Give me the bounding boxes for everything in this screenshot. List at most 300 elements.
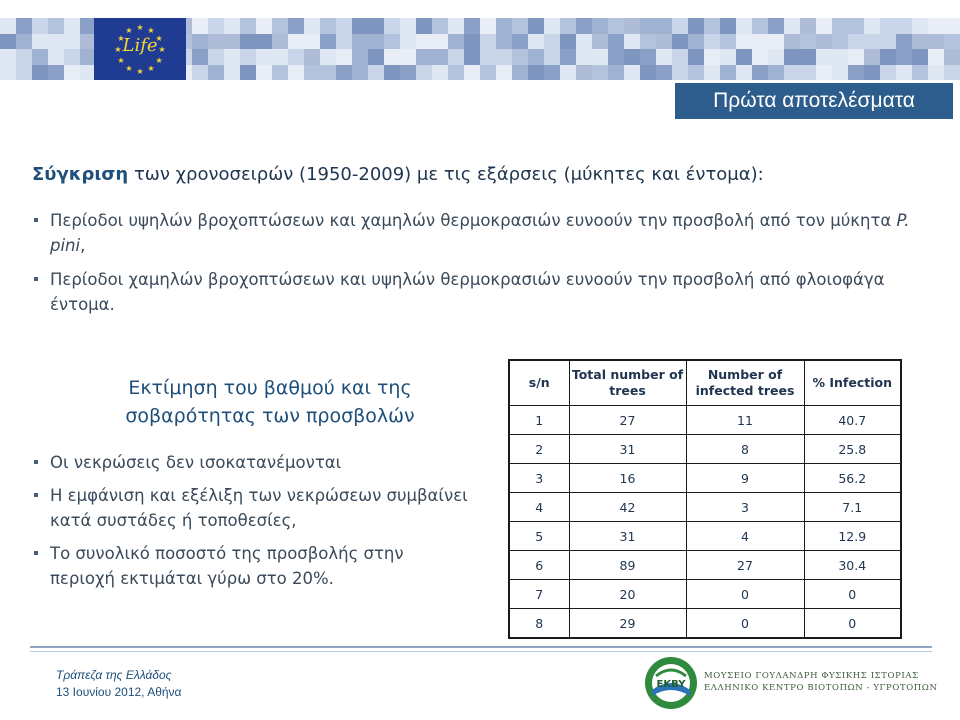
table-cell: 30.4	[804, 551, 901, 580]
list-item	[32, 208, 922, 258]
mosaic-tile	[656, 34, 672, 50]
column-header: % Infection	[804, 360, 901, 406]
mosaic-tile	[752, 18, 768, 34]
mosaic-tile	[768, 65, 784, 81]
mosaic-tile	[864, 49, 880, 65]
table-cell: 42	[569, 493, 686, 522]
mosaic-tile	[656, 49, 672, 65]
mosaic-tile	[208, 18, 224, 34]
mosaic-tile	[192, 49, 208, 65]
mosaic-tile	[272, 65, 288, 81]
list-item: Οι νεκρώσεις δεν ισοκατανέμονται	[32, 450, 472, 475]
mosaic-tile	[560, 65, 576, 81]
mosaic-tile	[336, 65, 352, 81]
mosaic-tile	[592, 18, 608, 34]
mosaic-tile	[416, 34, 432, 50]
mosaic-tile	[528, 49, 544, 65]
mosaic-tile	[656, 18, 672, 34]
eu-star-icon: ★	[125, 64, 133, 74]
table-header-row	[509, 360, 901, 406]
mosaic-tile	[736, 18, 752, 34]
mosaic-tile	[832, 49, 848, 65]
mosaic-tile	[256, 49, 272, 65]
mosaic-tile	[944, 65, 960, 81]
table-cell: 3	[509, 464, 569, 493]
mosaic-tile	[576, 65, 592, 81]
mosaic-tile	[240, 34, 256, 50]
mosaic-tile	[704, 34, 720, 50]
table-cell: 4	[509, 493, 569, 522]
mosaic-tile	[544, 49, 560, 65]
mosaic-tile	[240, 65, 256, 81]
mosaic-tile	[0, 18, 16, 34]
mosaic-tile	[640, 18, 656, 34]
table-row	[509, 406, 901, 435]
mosaic-tile	[384, 65, 400, 81]
mosaic-tile	[816, 65, 832, 81]
mosaic-tile	[592, 34, 608, 50]
table-cell: 1	[509, 406, 569, 435]
mosaic-tile	[736, 34, 752, 50]
mosaic-tile	[592, 65, 608, 81]
mosaic-tile	[560, 34, 576, 50]
mosaic-tile	[928, 65, 944, 81]
mosaic-tile	[464, 34, 480, 50]
table-cell: 6	[509, 551, 569, 580]
mosaic-tile	[896, 18, 912, 34]
species-name: P. pini	[50, 211, 910, 255]
comparison-heading-rest: των χρονοσειρών (1950-2009) με τις εξάρσεις (μύκητες και έντομα):	[128, 164, 764, 185]
mosaic-tile	[800, 49, 816, 65]
mosaic-tile	[544, 65, 560, 81]
mosaic-tile	[704, 65, 720, 81]
table-cell: 11	[686, 406, 804, 435]
table-row	[509, 522, 901, 551]
mosaic-tile	[576, 49, 592, 65]
mosaic-tile	[224, 18, 240, 34]
mosaic-tile	[272, 49, 288, 65]
mosaic-tile	[48, 65, 64, 81]
table-cell: 20	[569, 580, 686, 609]
mosaic-tile	[432, 49, 448, 65]
section-title-banner: Πρώτα αποτελέσματα	[675, 83, 953, 119]
mosaic-tile	[400, 49, 416, 65]
mosaic-tile	[800, 65, 816, 81]
mosaic-tile	[784, 49, 800, 65]
mosaic-tile	[688, 18, 704, 34]
mosaic-tile	[32, 65, 48, 81]
mosaic-tile	[48, 49, 64, 65]
column-header: Number of infected trees	[686, 360, 804, 406]
mosaic-tile	[272, 34, 288, 50]
footer-divider	[30, 646, 932, 648]
mosaic-tile	[464, 49, 480, 65]
assessment-title-line: Εκτίμηση του βαθμού και της	[128, 377, 412, 399]
table-cell: 31	[569, 435, 686, 464]
mosaic-tile	[736, 49, 752, 65]
mosaic-tile	[848, 34, 864, 50]
mosaic-tile	[832, 65, 848, 81]
mosaic-tile	[432, 34, 448, 50]
mosaic-tile	[64, 65, 80, 81]
mosaic-tile	[816, 18, 832, 34]
mosaic-tile	[880, 65, 896, 81]
mosaic-tile	[720, 34, 736, 50]
mosaic-tile	[208, 34, 224, 50]
mosaic-tile	[544, 18, 560, 34]
mosaic-tile	[800, 34, 816, 50]
table-cell: 0	[686, 580, 804, 609]
mosaic-tile	[656, 65, 672, 81]
assessment-title	[110, 374, 430, 430]
bullet-text: Περίοδοι υψηλών βροχοπτώσεων και χαμηλών θερμοκρασιών ευνοούν την προσβολή από τον μύκητα	[50, 211, 897, 230]
mosaic-tile	[816, 49, 832, 65]
mosaic-tile	[672, 18, 688, 34]
mosaic-tile	[288, 34, 304, 50]
list-item	[32, 267, 922, 317]
mosaic-tile	[832, 18, 848, 34]
mosaic-tile	[464, 18, 480, 34]
mosaic-tile	[432, 65, 448, 81]
mosaic-tile	[32, 49, 48, 65]
mosaic-tile	[16, 18, 32, 34]
mosaic-tile	[16, 34, 32, 50]
mosaic-tile	[848, 18, 864, 34]
mosaic-tile	[496, 34, 512, 50]
mosaic-tile	[272, 18, 288, 34]
life-logo-text: Life	[122, 35, 158, 56]
footer-event-info	[56, 667, 181, 701]
mosaic-tile	[448, 49, 464, 65]
mosaic-tile	[480, 49, 496, 65]
table-cell: 27	[569, 406, 686, 435]
mosaic-tile	[208, 49, 224, 65]
table-cell: 3	[686, 493, 804, 522]
mosaic-tile	[752, 34, 768, 50]
mosaic-tile	[784, 18, 800, 34]
mosaic-tile	[0, 34, 16, 50]
eu-star-icon: ★	[114, 45, 122, 54]
mosaic-tile	[624, 34, 640, 50]
mosaic-tile	[752, 49, 768, 65]
mosaic-tile	[768, 34, 784, 50]
mosaic-tile	[224, 49, 240, 65]
mosaic-tile	[416, 65, 432, 81]
comparison-bullet-list	[32, 208, 922, 326]
mosaic-tile	[608, 65, 624, 81]
column-header: Total number of trees	[569, 360, 686, 406]
mosaic-tile	[512, 49, 528, 65]
mosaic-tile	[736, 65, 752, 81]
mosaic-tile	[464, 65, 480, 81]
mosaic-tile	[352, 18, 368, 34]
mosaic-tile	[672, 49, 688, 65]
mosaic-tile	[336, 34, 352, 50]
assessment-bullet-list	[32, 450, 472, 599]
comparison-heading	[32, 164, 764, 185]
mosaic-tile	[896, 34, 912, 50]
mosaic-tile	[320, 34, 336, 50]
mosaic-tile	[320, 65, 336, 81]
list-item: Το συνολικό ποσοστό της προσβολής στην περιοχή εκτιμάται γύρω στο 20%.	[32, 541, 472, 591]
mosaic-tile	[400, 34, 416, 50]
mosaic-tile	[512, 65, 528, 81]
mosaic-tile	[32, 34, 48, 50]
mosaic-tile	[448, 65, 464, 81]
table-cell: 31	[569, 522, 686, 551]
mosaic-tile	[896, 65, 912, 81]
mosaic-tile	[928, 34, 944, 50]
mosaic-tile	[752, 65, 768, 81]
mosaic-tile	[912, 18, 928, 34]
mosaic-tile	[480, 34, 496, 50]
mosaic-tile	[304, 65, 320, 81]
mosaic-tile	[560, 18, 576, 34]
mosaic-tile	[48, 18, 64, 34]
mosaic-tile	[368, 49, 384, 65]
table-cell: 9	[686, 464, 804, 493]
mosaic-tile	[848, 49, 864, 65]
eu-star-icon: ★	[117, 56, 125, 65]
table-cell: 7.1	[804, 493, 901, 522]
mosaic-tile	[528, 65, 544, 81]
mosaic-tile	[320, 18, 336, 34]
mosaic-tile	[384, 49, 400, 65]
mosaic-tile	[416, 49, 432, 65]
mosaic-tile	[816, 34, 832, 50]
mosaic-tile	[192, 65, 208, 81]
table-row	[509, 493, 901, 522]
table-cell: 0	[686, 609, 804, 639]
mosaic-tile	[608, 49, 624, 65]
mosaic-tile	[704, 18, 720, 34]
eu-star-icon: ★	[117, 34, 125, 43]
museum-line: ΕΛΛΗΝΙΚΟ ΚΕΝΤΡΟ ΒΙΟΤΟΠΩΝ - ΥΓΡΟΤΟΠΩΝ	[704, 683, 938, 693]
mosaic-tile	[928, 18, 944, 34]
table-row	[509, 464, 901, 493]
mosaic-tile	[512, 18, 528, 34]
table-cell: 7	[509, 580, 569, 609]
mosaic-tile	[624, 49, 640, 65]
mosaic-tile	[864, 34, 880, 50]
mosaic-tile	[720, 18, 736, 34]
mosaic-tile	[608, 34, 624, 50]
mosaic-tile	[240, 18, 256, 34]
mosaic-tile	[352, 65, 368, 81]
mosaic-tile	[880, 34, 896, 50]
eu-star-icon: ★	[136, 23, 144, 32]
table-row	[509, 551, 901, 580]
mosaic-tile	[688, 65, 704, 81]
table-cell: 0	[804, 580, 901, 609]
mosaic-tile	[400, 18, 416, 34]
table-row	[509, 580, 901, 609]
mosaic-tile	[896, 49, 912, 65]
mosaic-tile	[64, 49, 80, 65]
mosaic-tile	[880, 49, 896, 65]
mosaic-tile	[640, 65, 656, 81]
mosaic-tile	[352, 34, 368, 50]
mosaic-tile	[32, 18, 48, 34]
mosaic-tile	[672, 34, 688, 50]
mosaic-tile	[688, 49, 704, 65]
mosaic-tile	[496, 18, 512, 34]
mosaic-tile	[304, 49, 320, 65]
mosaic-tile	[576, 18, 592, 34]
mosaic-tile	[384, 18, 400, 34]
mosaic-tile	[480, 65, 496, 81]
mosaic-tile	[576, 34, 592, 50]
mosaic-tile	[480, 18, 496, 34]
mosaic-tile	[912, 49, 928, 65]
mosaic-tile	[192, 34, 208, 50]
mosaic-tile	[848, 65, 864, 81]
mosaic-tile	[528, 34, 544, 50]
comparison-heading-bold: Σύγκριση	[32, 164, 129, 185]
eu-star-icon: ★	[147, 64, 155, 74]
mosaic-tile	[640, 34, 656, 50]
table-cell: 5	[509, 522, 569, 551]
table-cell: 8	[686, 435, 804, 464]
mosaic-tile	[368, 34, 384, 50]
mosaic-tile	[64, 34, 80, 50]
mosaic-tile	[720, 65, 736, 81]
mosaic-tile	[784, 34, 800, 50]
mosaic-tile	[288, 18, 304, 34]
table-cell: 4	[686, 522, 804, 551]
mosaic-tile	[928, 49, 944, 65]
mosaic-tile	[624, 65, 640, 81]
table-cell: 89	[569, 551, 686, 580]
table-cell: 16	[569, 464, 686, 493]
mosaic-tile	[448, 18, 464, 34]
mosaic-tile	[368, 18, 384, 34]
mosaic-tile	[608, 18, 624, 34]
mosaic-tile	[880, 18, 896, 34]
mosaic-tile	[336, 18, 352, 34]
eu-star-icon: ★	[155, 34, 163, 43]
table-body	[509, 406, 901, 639]
mosaic-tile	[688, 34, 704, 50]
mosaic-tile	[496, 65, 512, 81]
eu-star-icon: ★	[125, 25, 133, 35]
table-cell: 56.2	[804, 464, 901, 493]
mosaic-tile	[768, 18, 784, 34]
mosaic-tile	[512, 34, 528, 50]
column-header: s/n	[509, 360, 569, 406]
table-cell: 2	[509, 435, 569, 464]
mosaic-tile	[944, 49, 960, 65]
mosaic-tile	[256, 34, 272, 50]
infection-table	[508, 359, 902, 639]
list-item: Η εμφάνιση και εξέλιξη των νεκρώσεων συμβαίνει κατά συστάδες ή τοποθεσίες,	[32, 483, 472, 533]
mosaic-tile	[560, 49, 576, 65]
mosaic-tile	[768, 49, 784, 65]
mosaic-tile	[0, 65, 16, 81]
mosaic-tile	[288, 49, 304, 65]
mosaic-tile	[368, 65, 384, 81]
assessment-title-line: σοβαρότητας των προσβολών	[125, 405, 415, 427]
footer-divider-thin	[30, 651, 932, 652]
mosaic-tile	[544, 34, 560, 50]
mosaic-tile	[288, 65, 304, 81]
mosaic-tile	[224, 34, 240, 50]
mosaic-tile	[672, 65, 688, 81]
mosaic-tile	[16, 49, 32, 65]
table-row	[509, 609, 901, 639]
mosaic-tile	[944, 18, 960, 34]
mosaic-tile	[48, 34, 64, 50]
table-cell: 29	[569, 609, 686, 639]
mosaic-tile	[912, 34, 928, 50]
mosaic-tile	[800, 18, 816, 34]
mosaic-tile	[448, 34, 464, 50]
mosaic-tile	[592, 49, 608, 65]
eu-star-icon: ★	[158, 45, 166, 54]
table-row	[509, 435, 901, 464]
museum-line: ΜΟΥΣΕΙΟ ΓΟΥΛΑΝΔΡΗ ΦΥΣΙΚΗΣ ΙΣΤΟΡΙΑΣ	[704, 671, 919, 681]
mosaic-tile	[832, 34, 848, 50]
mosaic-tile	[624, 18, 640, 34]
ekby-logo-icon	[642, 654, 700, 712]
table-cell: 25.8	[804, 435, 901, 464]
table-cell: 0	[804, 609, 901, 639]
footer-org: Τράπεζα της Ελλάδος	[56, 668, 172, 682]
mosaic-tile	[864, 65, 880, 81]
mosaic-tile	[352, 49, 368, 65]
mosaic-tile	[864, 18, 880, 34]
mosaic-tile	[224, 65, 240, 81]
mosaic-tile	[320, 49, 336, 65]
bullet-text: Περίοδοι χαμηλών βροχοπτώσεων και υψηλών θερμοκρασιών ευνοούν την προσβολή από φλοιοφάγα έντομα.	[50, 270, 885, 314]
footer-date: 13 Ιουνίου 2012, Αθήνα	[56, 685, 182, 699]
mosaic-tile	[528, 18, 544, 34]
mosaic-tile	[256, 18, 272, 34]
mosaic-tile	[944, 34, 960, 50]
mosaic-tile	[336, 49, 352, 65]
mosaic-tile	[304, 34, 320, 50]
table-cell: 12.9	[804, 522, 901, 551]
table-cell: 27	[686, 551, 804, 580]
mosaic-tile	[720, 49, 736, 65]
table-cell: 40.7	[804, 406, 901, 435]
mosaic-tile	[256, 65, 272, 81]
mosaic-tile	[384, 34, 400, 50]
bullet-text-suffix: ,	[80, 236, 86, 255]
eu-star-icon: ★	[136, 67, 144, 76]
eu-star-icon: ★	[147, 25, 155, 35]
mosaic-tile	[240, 49, 256, 65]
mosaic-tile	[416, 18, 432, 34]
mosaic-tile	[784, 65, 800, 81]
table-cell: 8	[509, 609, 569, 639]
mosaic-tile	[432, 18, 448, 34]
eu-life-logo	[94, 18, 186, 80]
museum-name	[704, 670, 937, 694]
mosaic-tile	[912, 65, 928, 81]
mosaic-tile	[496, 49, 512, 65]
mosaic-tile	[64, 18, 80, 34]
mosaic-tile	[640, 49, 656, 65]
mosaic-tile	[0, 49, 16, 65]
mosaic-tile	[16, 65, 32, 81]
mosaic-tile	[400, 65, 416, 81]
ekby-logo-text: EKBY	[656, 679, 686, 690]
mosaic-tile	[704, 49, 720, 65]
mosaic-tile	[192, 18, 208, 34]
eu-star-icon: ★	[155, 56, 163, 65]
mosaic-tile	[208, 65, 224, 81]
